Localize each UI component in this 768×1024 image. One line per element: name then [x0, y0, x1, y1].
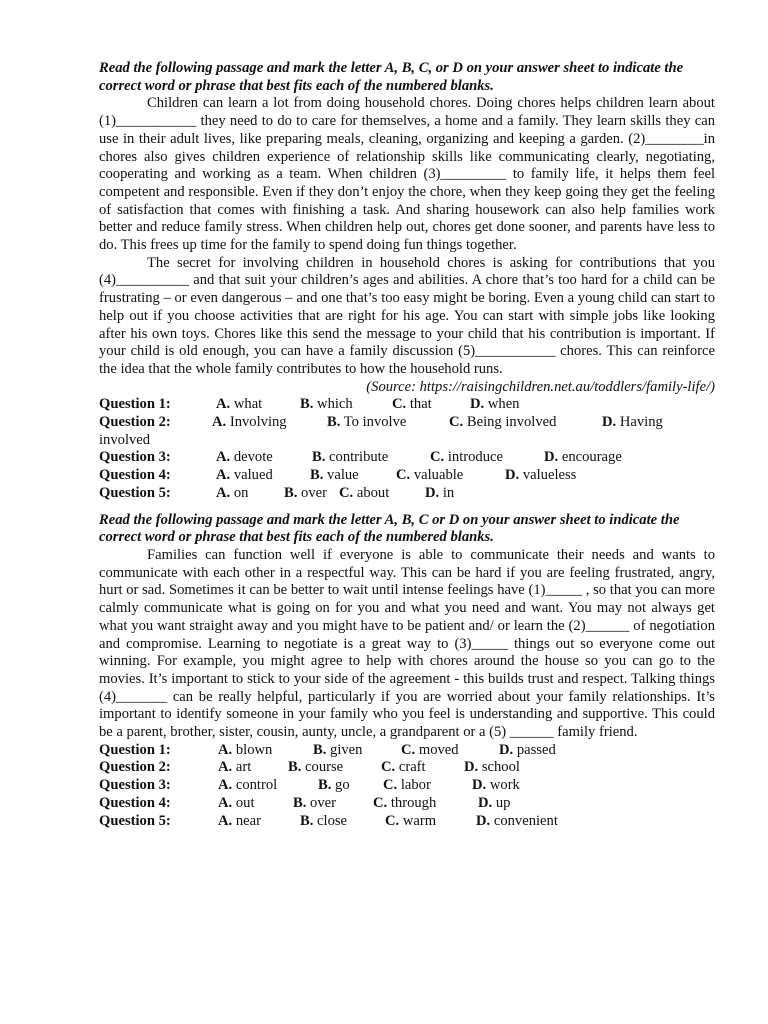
s1-question-5: [99, 485, 715, 503]
option-d: D. up: [478, 794, 511, 811]
question-label: Question 4:: [99, 794, 171, 811]
section2: [99, 512, 715, 831]
option-b: B. go: [318, 777, 350, 794]
section2-questions: [99, 742, 715, 831]
option-c: C. warm: [385, 812, 437, 829]
option-c: C. introduce: [430, 449, 503, 466]
question-label: Question 4:: [99, 467, 171, 484]
option-a: A. Involving: [212, 414, 287, 431]
option-b: B. which: [300, 396, 353, 413]
section1-instruction: Read the following passage and mark the letter A, B, C, or D on your answer sheet to indicate the correct word or phrase that best fits each of the numbered blanks.: [99, 60, 684, 94]
option-c: C. about: [339, 484, 390, 501]
option-c: C. valuable: [396, 467, 464, 484]
document-page: [99, 60, 715, 830]
option-d: D. in: [425, 484, 455, 501]
option-d: D. when: [470, 396, 520, 413]
question-label: Question 2:: [99, 759, 171, 776]
option-a: A. what: [216, 396, 263, 413]
section1-questions: [99, 396, 715, 502]
option-b: B. contribute: [312, 449, 389, 466]
option-c: C. through: [373, 794, 437, 811]
option-c: C. Being involved: [449, 414, 557, 431]
option-a: A. art: [218, 759, 252, 776]
question-label: Question 1:: [99, 741, 171, 758]
option-b: B. To involve: [327, 414, 407, 431]
section1-source: (Source: https://raisingchildren.net.au/toddlers/family-life/): [366, 378, 715, 395]
s2-question-1: [99, 742, 715, 760]
section1-paragraph-1: Children can learn a lot from doing household chores. Doing chores helps children learn about (1)___________ they need to do to care for themselves, a home and a family. They learn skills they can use in their adult lives, like preparing meals, cleaning, organizing and keeping a garden. (2)________in chores also gives children experience of relationship skills like communicating clearly, negotiating, cooperating and working as a team. When children (3)_________ to family life, it helps them feel competent and responsible. Even if they don’t enjoy the chore, when they keep going they get the feeling of satisfaction that comes with finishing a task. And sharing housework can also help families work better and reduce family stress. When children help out, chores get done sooner, and parents have less to do. This frees up time for the family to spend doing fun things together.: [99, 95, 715, 254]
s2-question-2: [99, 759, 715, 777]
s2-question-5: [99, 813, 715, 831]
option-b: B. over: [284, 484, 327, 501]
option-a: A. devote: [216, 449, 273, 466]
s1-question-3: [99, 449, 715, 467]
option-d: D. Having involved: [99, 414, 663, 448]
option-a: A. out: [218, 794, 255, 811]
question-label: Question 5:: [99, 812, 171, 829]
question-label: Question 5:: [99, 484, 171, 501]
s1-question-2: [99, 414, 715, 449]
s1-question-4: [99, 467, 715, 485]
option-b: B. given: [313, 741, 363, 758]
option-a: A. control: [218, 777, 278, 794]
option-b: B. course: [288, 759, 344, 776]
option-d: D. valueless: [505, 467, 577, 484]
section2-instruction: Read the following passage and mark the letter A, B, C or D on your answer sheet to indicate the correct word or phrase that best fits each of the numbered blanks.: [99, 511, 680, 546]
option-c: C. craft: [381, 759, 426, 776]
option-b: B. value: [310, 467, 359, 484]
section1-paragraph-2: The secret for involving children in household chores is asking for contributions that you (4)__________ and that suit your children’s ages and abilities. A chore that’s too hard for a child can be frustrating – or even dangerous – and one that’s too easy might be boring. Even a young child can start to help out if you choose activities that are right for his age. You can start with simple jobs like looking after his own toys. Chores like this send the message to your child that his contribution is important. If your child is old enough, you can have a family discussion (5)___________ chores. This can reinforce the idea that the whole family contributes to how the household runs.: [99, 254, 715, 377]
option-b: B. close: [300, 812, 348, 829]
option-a: A. near: [218, 812, 261, 829]
s2-question-4: [99, 795, 715, 813]
option-c: C. that: [392, 396, 432, 413]
question-label: Question 1:: [99, 396, 171, 413]
option-a: A. valued: [216, 467, 273, 484]
option-c: C. moved: [401, 741, 459, 758]
option-a: A. blown: [218, 741, 273, 758]
question-label: Question 3:: [99, 449, 171, 466]
s2-question-3: [99, 777, 715, 795]
option-c: C. labor: [383, 777, 431, 794]
option-d: D. work: [472, 777, 520, 794]
section2-paragraph: Families can function well if everyone is able to communicate their needs and wants to communicate with each other in a respectful way. This can be hard if you are feeling frustrated, angry, hurt or sad. Sometimes it can be better to wait until intense feelings have (1)_____ , so that you can more calmly communicate what is going on for you and what you need and want. You may not always get what you want straight away and you might have to be patient and/ or learn the (2)______ of negotiation and compromise. Learning to negotiate is a great way to (3)_____ things out so everyone come out winning. For example, you might agree to help with chores around the house so you can go to the movies. It’s important to stick to your side of the agreement - this builds trust and respect. Talking things (4)_______ can be really helpful, particularly if you are worried about your family relationships. It’s important to identify someone in your family who you feel is understanding and supportive. This could be a parent, brother, sister, cousin, aunty, uncle, a grandparent or a (5) ______ family friend.: [99, 546, 715, 741]
option-d: D. passed: [499, 741, 556, 758]
option-d: D. convenient: [476, 812, 558, 829]
option-d: D. school: [464, 759, 520, 776]
option-a: A. on: [216, 484, 249, 501]
s1-question-1: [99, 396, 715, 414]
question-label: Question 3:: [99, 777, 171, 794]
option-b: B. over: [293, 794, 336, 811]
question-label: Question 2:: [99, 414, 171, 431]
option-d: D. encourage: [544, 449, 622, 466]
